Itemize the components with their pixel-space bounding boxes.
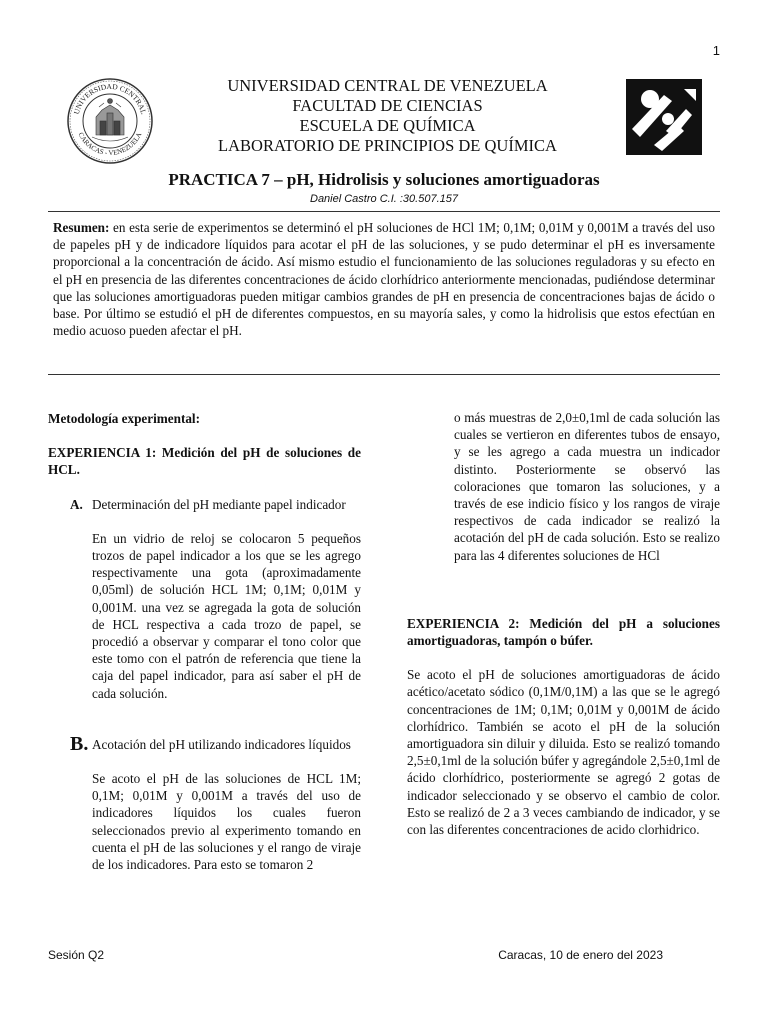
item-a-body: En un vidrio de reloj se colocaron 5 pequeños trozos de papel indicador a los que se les agrego respectivamente una gota (aproximadamente 0,05ml) de solución HCL 1M; 0,1M; 0,01M y 0,001M. una vez se agregada la gota de solución de HCL respectiva a cada trozo de papel, se procedió a observar y comparar el tono color que este tomo con el patrón de referencia que tiene la caja del papel indicador, para así saber el pH de cada solución. [92,530,361,701]
item-a [70,496,361,513]
right-column [407,410,720,838]
item-b [70,732,361,755]
svg-text:CARACAS - VENEZUELA: CARACAS - VENEZUELA [76,131,144,158]
faculty-logo-icon [626,79,702,155]
methodology-heading: Metodología experimental: [48,411,200,426]
page-number: 1 [712,43,720,58]
divider-bottom [48,374,720,375]
footer-date: Caracas, 10 de enero del 2023 [498,948,663,962]
item-a-marker: A. [70,496,83,512]
university-name: UNIVERSIDAD CENTRAL DE VENEZUELA [227,76,548,95]
footer-session: Sesión Q2 [48,948,105,962]
item-b-body-continued: o más muestras de 2,0±0,1ml de cada solución las cuales se vertieron en diferentes tubos de ensayo, y se les agrego a cada muestra un indicador distinto. Posteriormente se observó las coloraciones que tomaron las soluciones, y a través de ese indicio físico y los rangos de viraje respectivos de cada indicador se realizó la acotación del pH de cada solución. Esto se realizo para las 4 diferentes soluciones de HCl [454,410,720,563]
school-name: ESCUELA DE QUÍMICA [299,116,476,135]
left-column [48,410,361,873]
abstract [53,219,715,339]
abstract-label: Resumen: [53,220,110,235]
experience-1-heading: EXPERIENCIA 1: Medición del pH de soluciones de HCL. [48,445,361,478]
lab-name: LABORATORIO DE PRINCIPIOS DE QUÍMICA [218,136,557,155]
faculty-name: FACULTAD DE CIENCIAS [292,96,483,115]
item-b-marker: B. [70,732,89,755]
experience-2-heading: EXPERIENCIA 2: Medición del pH a soluciones amortiguadoras, tampón o búfer. [407,615,720,649]
author-line: Daniel Castro C.I. :30.507.157 [310,193,458,205]
document-title: PRACTICA 7 – pH, Hidrolisis y soluciones amortiguadoras [168,170,600,189]
divider-top [48,211,720,212]
abstract-text: en esta serie de experimentos se determinó el pH soluciones de HCl 1M; 0,1M; 0,01M y 0,001M a través del uso de papeles pH y de indicadore líquidos para acotar el pH de las soluciones, y se pudo determinar el pH es inversamente proporcional a la concentración de ácido. Así mismo estudio el funcionamiento de las soluciones reguladoras y su efecto en el pH en presencia de las diferentes concentraciones de ácido clorhídrico anteriormente mencionadas, pudiéndose determinar que las soluciones amortiguadoras pueden mitigar cambios grandes de pH en presencia de concentraciones bajas de ácido o base. Por último se estudió el pH de diferentes compuestos, en su mayoría sales, y como la hidrolisis que estos efectúan en medio acuoso pueden afectar el pH. [53,220,715,339]
experience-2-body: Se acoto el pH de soluciones amortiguadoras de ácido acético/acetato sódico (0,1M/0,1M) a las que se le agregó concentraciones de 1M; 0,1M; 0,01M y 0,001M de ácido clorhídrico. También se acoto el pH de la solución amortiguadora sin diluir y diluida. Esto se realizó tomando 2,5±0,1ml de la solución búfer y agregándole 2,5±0,1ml de ácido clorhídrico, posteriormente se agregó 2 gotas de indicador seleccionado y se observo el cambio de color. Esto se realizó de 2 a 3 veces cambiando de indicador, y se con las diferentes concentraciones de acido clorhidrico. [407,667,720,838]
item-a-title: Determinación del pH mediante papel indicador [92,496,346,512]
item-b-title: Acotación del pH utilizando indicadores líquidos [92,736,351,752]
svg-text:UNIVERSIDAD CENTRAL: UNIVERSIDAD CENTRAL [71,81,149,116]
university-seal-icon [66,77,154,165]
item-b-body: Se acoto el pH de las soluciones de HCL 1M; 0,1M; 0,01M y 0,001M a través del uso de indicadores líquidos los cuales fueron seleccionados previo al experimento tomando en cuenta el pH de las soluciones y el rango de viraje de los indicadores. Para esto se tomaron 2 [92,771,361,873]
institution-header [160,76,615,156]
